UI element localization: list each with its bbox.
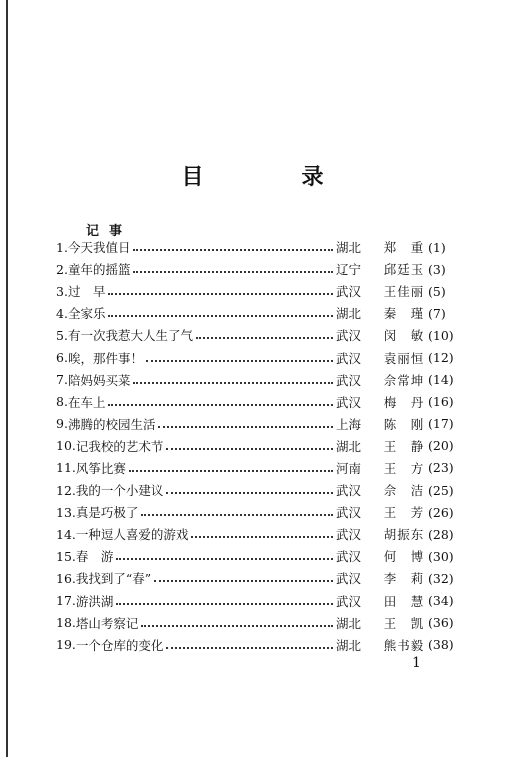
- entry-title: 一种逗人喜爱的游戏: [75, 527, 189, 543]
- entry-region: 武汉: [336, 505, 362, 521]
- page-edge: [6, 0, 8, 757]
- dot-leader: [116, 603, 333, 605]
- toc-entry: [56, 479, 466, 501]
- entry-number: 12.: [56, 482, 76, 498]
- toc-entry: [56, 435, 466, 457]
- entry-region: 河南: [336, 460, 362, 476]
- dot-leader: [158, 426, 333, 428]
- toc-entry: [56, 346, 466, 368]
- toc-entry: [56, 523, 466, 545]
- dot-leader: [133, 382, 333, 384]
- dot-leader: [129, 470, 333, 472]
- entry-title: 童年的摇篮: [67, 262, 131, 278]
- entry-number: 18.: [56, 615, 76, 631]
- dot-leader: [166, 448, 333, 450]
- entry-title: 春 游: [75, 549, 114, 565]
- entry-number: 10.: [56, 438, 76, 454]
- toc-entry: [56, 324, 466, 346]
- section-heading: 记事: [86, 224, 133, 239]
- entry-region: 武汉: [336, 483, 362, 499]
- entry-title: 在车上: [67, 394, 106, 410]
- entry-region: 湖北: [336, 306, 362, 322]
- toc-entry: [56, 590, 466, 612]
- entry-page: (25): [428, 482, 454, 498]
- entry-number: 8.: [56, 394, 68, 410]
- dot-leader: [108, 293, 333, 295]
- entry-page: (3): [428, 261, 446, 277]
- entry-page: (14): [428, 372, 454, 388]
- entry-author: 王 方: [383, 460, 425, 476]
- toc-entry: [56, 634, 466, 656]
- toc-entry: [56, 236, 466, 258]
- entry-page: (1): [428, 239, 446, 255]
- toc-entry: [56, 258, 466, 280]
- entry-region: 武汉: [336, 549, 362, 565]
- entry-page: (30): [428, 548, 454, 564]
- entry-page: (26): [428, 504, 454, 520]
- entry-title: 记我校的艺术节: [75, 438, 164, 454]
- entry-region: 武汉: [336, 593, 362, 609]
- page-number: 1: [412, 655, 421, 671]
- dot-leader: [146, 360, 333, 362]
- dot-leader: [108, 404, 333, 406]
- entry-page: (16): [428, 394, 454, 410]
- entry-number: 19.: [56, 637, 76, 653]
- dot-leader: [154, 580, 333, 582]
- dot-leader: [141, 625, 333, 627]
- dot-leader: [133, 271, 333, 273]
- entry-title: 一个仓库的变化: [75, 637, 164, 653]
- entry-region: 辽宁: [336, 262, 362, 278]
- entry-number: 7.: [56, 372, 68, 388]
- entry-author: 田 慧: [383, 593, 425, 609]
- dot-leader: [141, 514, 333, 516]
- entry-region: 武汉: [336, 571, 362, 587]
- dot-leader: [133, 249, 333, 251]
- entry-title: 真是巧极了: [75, 505, 139, 521]
- entry-author: 王 芳: [383, 505, 425, 521]
- entry-number: 14.: [56, 526, 76, 542]
- entry-region: 湖北: [336, 240, 362, 256]
- entry-region: 武汉: [336, 527, 362, 543]
- entry-number: 2.: [56, 261, 68, 277]
- entry-author: 郑 重: [383, 240, 425, 256]
- entry-page: (10): [428, 327, 454, 343]
- entry-title: 沸腾的校园生活: [67, 416, 156, 432]
- entry-author: 熊书毅: [383, 637, 425, 653]
- entry-number: 6.: [56, 350, 68, 366]
- toc-entry: [56, 391, 466, 413]
- entry-page: (20): [428, 438, 454, 454]
- dot-leader: [196, 337, 333, 339]
- entry-region: 武汉: [336, 328, 362, 344]
- dot-leader: [116, 558, 333, 560]
- entry-number: 4.: [56, 305, 68, 321]
- entry-author: 梅 丹: [383, 394, 425, 410]
- entry-number: 1.: [56, 239, 68, 255]
- toc-entry: [56, 567, 466, 589]
- entry-author: 邱廷玉: [383, 262, 425, 278]
- entry-page: (17): [428, 416, 454, 432]
- entry-region: 武汉: [336, 394, 362, 410]
- page-title: 目 录: [181, 164, 362, 190]
- entry-region: 武汉: [336, 372, 362, 388]
- entry-author: 王佳丽: [383, 284, 425, 300]
- dot-leader: [191, 536, 333, 538]
- entry-region: 上海: [336, 416, 362, 432]
- entry-page: (34): [428, 593, 454, 609]
- entry-title: 游洪湖: [75, 593, 114, 609]
- entry-author: 胡振东: [383, 527, 425, 543]
- entry-region: 湖北: [336, 438, 362, 454]
- entry-title: 今天我值日: [67, 240, 131, 256]
- table-of-contents: [56, 236, 466, 656]
- toc-entry: [56, 280, 466, 302]
- toc-entry: [56, 369, 466, 391]
- toc-entry: [56, 302, 466, 324]
- toc-entry: [56, 612, 466, 634]
- entry-author: 佘 洁: [383, 483, 425, 499]
- entry-page: (7): [428, 305, 446, 321]
- entry-author: 王 凯: [383, 615, 425, 631]
- entry-number: 13.: [56, 504, 76, 520]
- entry-number: 15.: [56, 548, 76, 564]
- entry-number: 16.: [56, 570, 76, 586]
- entry-number: 9.: [56, 416, 68, 432]
- entry-title: 有一次我惹大人生了气: [67, 328, 193, 344]
- entry-title: 过 早: [67, 284, 106, 300]
- entry-page: (28): [428, 526, 454, 542]
- entry-author: 李 莉: [383, 571, 425, 587]
- dot-leader: [166, 647, 333, 649]
- dot-leader: [108, 315, 333, 317]
- entry-title: 全家乐: [67, 306, 106, 322]
- entry-page: (32): [428, 570, 454, 586]
- toc-entry: [56, 413, 466, 435]
- entry-number: 5.: [56, 327, 68, 343]
- entry-page: (5): [428, 283, 446, 299]
- dot-leader: [166, 492, 333, 494]
- entry-title: 塔山考察记: [75, 615, 139, 631]
- entry-title: 我找到了“春”: [75, 571, 152, 587]
- toc-entry: [56, 501, 466, 523]
- entry-region: 武汉: [336, 350, 362, 366]
- toc-entry: [56, 545, 466, 567]
- toc-entry: [56, 457, 466, 479]
- entry-region: 湖北: [336, 615, 362, 631]
- entry-number: 11.: [56, 460, 76, 476]
- entry-number: 17.: [56, 593, 76, 609]
- entry-author: 何 博: [383, 549, 425, 565]
- entry-title: 风筝比赛: [75, 460, 126, 476]
- entry-number: 3.: [56, 283, 68, 299]
- entry-author: 王 静: [383, 438, 425, 454]
- entry-author: 陈 刚: [383, 416, 425, 432]
- entry-title: 陪妈妈买菜: [67, 372, 131, 388]
- entry-region: 湖北: [336, 637, 362, 653]
- entry-page: (38): [428, 637, 454, 653]
- entry-author: 闵 敏: [383, 328, 425, 344]
- entry-author: 佘常坤: [383, 372, 425, 388]
- entry-title: 唉，那件事！: [67, 350, 143, 366]
- entry-page: (12): [428, 350, 454, 366]
- entry-author: 袁丽恒: [383, 350, 425, 366]
- entry-author: 秦 瑾: [383, 306, 425, 322]
- entry-page: (23): [428, 460, 454, 476]
- entry-region: 武汉: [336, 284, 362, 300]
- entry-page: (36): [428, 615, 454, 631]
- entry-title: 我的一个小建议: [75, 483, 164, 499]
